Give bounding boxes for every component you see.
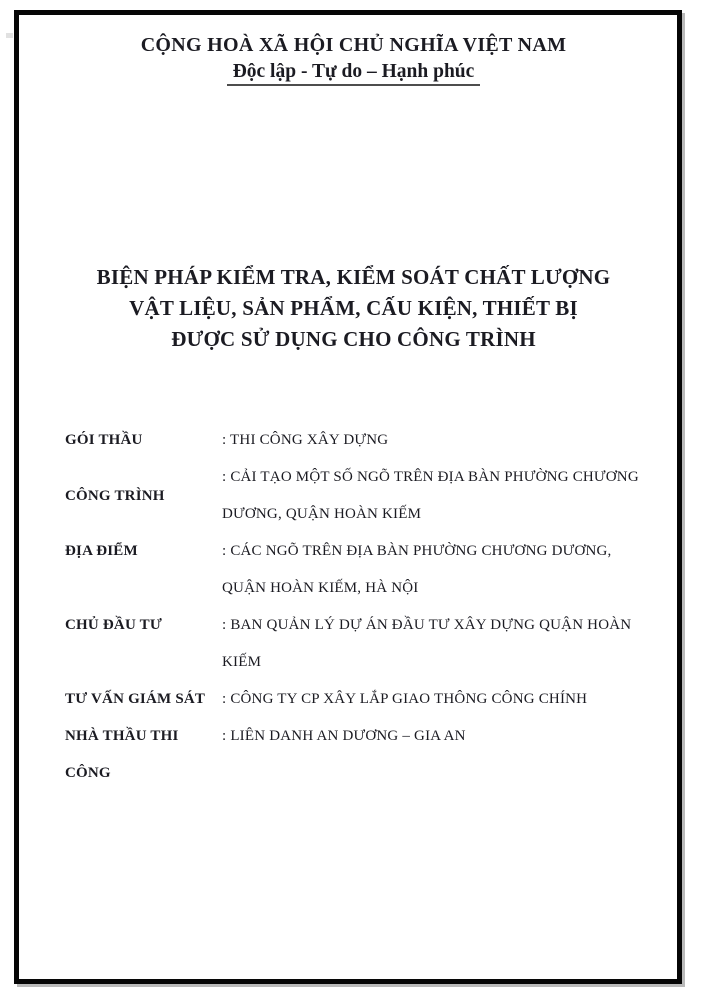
field-row-dia-diem [65,533,665,607]
motto-line: Độc lập - Tự do – Hạnh phúc [227,61,481,86]
field-row-chu-dau-tu [65,607,665,681]
field-row-cong-trinh [65,459,665,533]
document-title [0,262,707,355]
document-title-line-1: BIỆN PHÁP KIỂM TRA, KIỂM SOÁT CHẤT LƯỢNG [96,265,611,289]
document-title-line-2: VẬT LIỆU, SẢN PHẨM, CẤU KIỆN, THIẾT BỊ [129,296,578,320]
country-name-line: CỘNG HOÀ XÃ HỘI CHỦ NGHĨA VIỆT NAM [140,34,567,56]
field-label: GÓI THẦU [65,432,143,448]
field-label: ĐỊA ĐIỂM [65,543,138,559]
field-row-tu-van-giam-sat [65,681,665,718]
national-header [0,34,707,86]
field-value: : THI CÔNG XÂY DỰNG [222,432,389,448]
field-value: : CẢI TẠO MỘT SỐ NGÕ TRÊN ĐỊA BÀN PHƯỜNG CHƯƠNG DƯƠNG, QUẬN HOÀN KIẾM [222,469,639,522]
field-row-goi-thau [65,422,665,459]
project-info-list [65,422,665,792]
field-value: : CÔNG TY CP XÂY LẮP GIAO THÔNG CÔNG CHÍNH [222,691,588,707]
document-title-line-3: ĐƯỢC SỬ DỤNG CHO CÔNG TRÌNH [171,327,536,351]
field-value: : BAN QUẢN LÝ DỰ ÁN ĐẦU TƯ XÂY DỰNG QUẬN HOÀN KIẾM [222,617,632,670]
field-row-nha-thau-thi-cong [65,718,665,792]
field-value: : CÁC NGÕ TRÊN ĐỊA BÀN PHƯỜNG CHƯƠNG DƯƠNG, QUẬN HOÀN KIẾM, HÀ NỘI [222,543,612,596]
field-label: CHỦ ĐẦU TƯ [65,617,163,633]
field-label: CÔNG TRÌNH [65,487,165,504]
field-label: TƯ VẤN GIÁM SÁT [65,691,206,707]
field-label: NHÀ THẦU THI CÔNG [65,728,179,781]
field-value: : LIÊN DANH AN DƯƠNG – GIA AN [222,728,466,744]
